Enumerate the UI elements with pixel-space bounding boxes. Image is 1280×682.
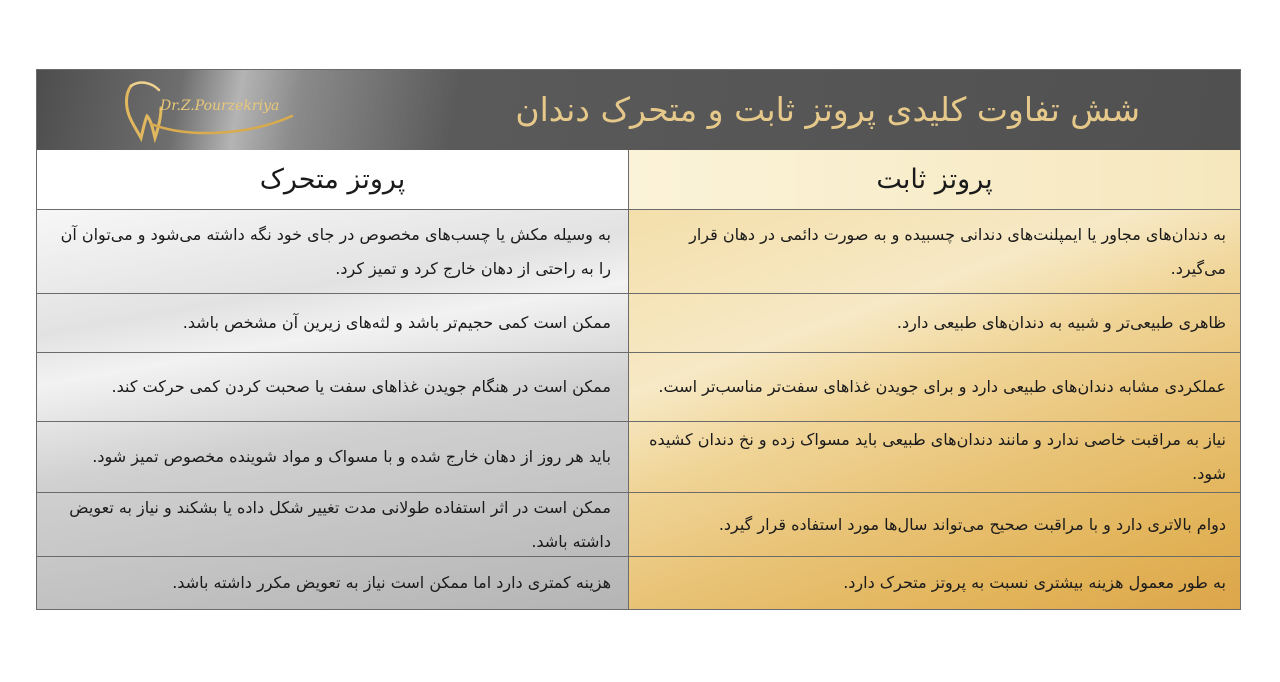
cell-text: نیاز به مراقبت خاصی ندارد و مانند دندان‌های طبیعی باید مسواک زده و نخ دندان کشیده شود. xyxy=(649,430,1226,483)
cell-text: هزینه کمتری دارد اما ممکن است نیاز به تعویض مکرر داشته باشد. xyxy=(172,573,611,592)
table-cell-fixed xyxy=(629,210,1240,293)
table-header xyxy=(37,70,1240,151)
table-cell-removable xyxy=(37,294,629,352)
comparison-table xyxy=(36,69,1241,610)
table-cell-removable xyxy=(37,210,629,293)
cell-text: ممکن است در هنگام جویدن غذاهای سفت یا صحبت کردن کمی حرکت کند. xyxy=(111,377,611,396)
table-cell-removable xyxy=(37,493,629,556)
table-cell-removable xyxy=(37,422,629,492)
page-title: شش تفاوت کلیدی پروتز ثابت و متحرک دندان xyxy=(515,90,1140,129)
cell-text: باید هر روز از دهان خارج شده و با مسواک و مواد شوینده مخصوص تمیز شود. xyxy=(92,447,611,466)
cell-text: به طور معمول هزینه بیشتری نسبت به پروتز متحرک دارد. xyxy=(843,573,1226,592)
table-cell-removable xyxy=(37,353,629,421)
logo-text: Dr.Z.Pourzekriya xyxy=(160,98,280,114)
table-cell-fixed xyxy=(629,557,1240,609)
column-header-removable: پروتز متحرک xyxy=(37,150,629,210)
cell-text: ممکن است در اثر استفاده طولانی مدت تغییر شکل داده یا بشکند و نیاز به تعویض داشته باشد. xyxy=(69,497,611,551)
table-cell-fixed xyxy=(629,422,1240,492)
cell-text: ظاهری طبیعی‌تر و شبیه به دندان‌های طبیعی دارد. xyxy=(896,313,1226,332)
cell-text: به دندان‌های مجاور یا ایمپلنت‌های دندانی چسبیده و به صورت دائمی در دهان قرار می‌گیرد. xyxy=(689,224,1226,278)
table-cell-fixed xyxy=(629,294,1240,352)
table-cell-removable xyxy=(37,557,629,609)
cell-text: عملکردی مشابه دندان‌های طبیعی دارد و برای جویدن غذاهای سفت‌تر مناسب‌تر است. xyxy=(658,377,1226,396)
cell-text: به وسیله مکش یا چسب‌های مخصوص در جای خود نگه داشته می‌شود و می‌توان آن را به راحتی از دهان خارج کرد و تمیز کرد. xyxy=(60,224,611,278)
cell-text: دوام بالاتری دارد و با مراقبت صحیح می‌تواند سال‌ها مورد استفاده قرار گیرد. xyxy=(718,514,1226,534)
table-cell-fixed xyxy=(629,493,1240,556)
cell-text: ممکن است کمی حجیم‌تر باشد و لثه‌های زیرین آن مشخص باشد. xyxy=(182,313,611,332)
table-cell-fixed xyxy=(629,353,1240,421)
column-header-fixed: پروتز ثابت xyxy=(629,150,1240,210)
logo xyxy=(117,76,307,146)
